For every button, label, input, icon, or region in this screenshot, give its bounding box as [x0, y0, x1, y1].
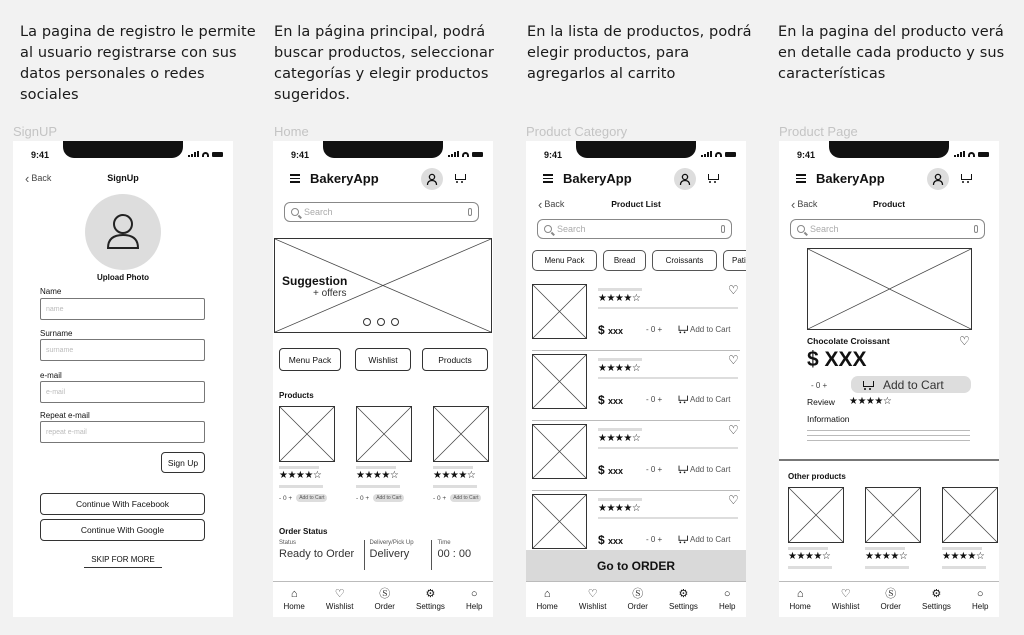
chevron-left-icon: ‹ [791, 196, 796, 212]
caption-home: En la página principal, podrá buscar productos, seleccionar categorías y elegir productos sugeridos. [274, 24, 494, 103]
quantity-stepper[interactable]: - 0 + [279, 494, 293, 502]
carousel-dot[interactable] [377, 318, 385, 326]
price-placeholder [279, 485, 323, 488]
product-image [279, 406, 335, 462]
quantity-stepper[interactable]: - 0 + [646, 465, 663, 474]
chat-icon: ○ [723, 588, 731, 600]
signal-icon [448, 151, 459, 157]
status-icons [448, 151, 483, 157]
tab-label: Settings [669, 602, 698, 611]
tab-help[interactable] [972, 588, 988, 611]
rating-stars: ★★★★☆ [598, 293, 641, 304]
name-field[interactable]: name [40, 298, 205, 320]
tab-order[interactable] [881, 588, 901, 611]
cart-icon [677, 535, 687, 544]
product-name-placeholder [942, 547, 982, 550]
wifi-icon [968, 152, 975, 157]
signal-icon [701, 151, 712, 157]
quantity-stepper[interactable]: - 0 + [433, 494, 447, 502]
tab-label: Help [718, 602, 736, 611]
quantity-stepper[interactable]: - 0 + [811, 381, 828, 390]
mic-icon[interactable] [468, 208, 472, 216]
heart-icon[interactable]: ♡ [728, 493, 739, 507]
tab-label: Wishlist [325, 602, 354, 611]
category-chip[interactable]: Menu Pack [532, 250, 597, 271]
home-icon: ⌂ [290, 588, 298, 600]
chevron-left-icon: ‹ [25, 170, 30, 186]
mic-icon[interactable] [721, 225, 725, 233]
go-to-order-button[interactable]: Go to ORDER [526, 550, 746, 581]
cart-icon [677, 395, 687, 404]
mic-icon[interactable] [974, 225, 978, 233]
price-placeholder [433, 485, 477, 488]
rating-stars: ★★★★☆ [598, 363, 641, 374]
tab-label: Home [789, 602, 811, 611]
tab-wishlist[interactable] [326, 588, 354, 611]
tab-label: Settings [922, 602, 951, 611]
product-image [865, 487, 921, 543]
tab-order[interactable] [628, 588, 648, 611]
profile-button[interactable] [674, 168, 696, 190]
order-status-label: Status [279, 540, 297, 546]
product-card[interactable] [356, 406, 412, 502]
order-status-panel [279, 540, 487, 570]
profile-button[interactable] [421, 168, 443, 190]
information-label: Information [807, 414, 850, 424]
tab-label: Help [465, 602, 483, 611]
dollar-icon: Ⓢ [632, 588, 644, 600]
frame-label-product: Product Page [779, 124, 858, 139]
product-image [356, 406, 412, 462]
rating-stars: ★★★★☆ [865, 551, 908, 562]
chat-icon: ○ [976, 588, 984, 600]
cart-icon[interactable] [959, 173, 971, 183]
list-item[interactable] [526, 351, 746, 421]
category-chip[interactable]: Pati [723, 250, 746, 271]
price-placeholder [942, 566, 986, 569]
user-icon [425, 172, 439, 186]
rating-stars: ★★★★☆ [849, 396, 892, 407]
order-status-heading: Order Status [279, 527, 328, 536]
back-label: Back [31, 173, 52, 183]
tab-help[interactable] [719, 588, 735, 611]
tab-bar [779, 581, 999, 617]
product-card[interactable] [865, 487, 921, 569]
order-status-value: Ready to Order [279, 548, 355, 560]
upload-photo-label: Upload Photo [97, 273, 149, 282]
tab-label: Help [971, 602, 989, 611]
quantity-stepper[interactable]: - 0 + [646, 395, 663, 404]
tab-settings[interactable] [669, 588, 698, 611]
surname-field[interactable]: surname [40, 339, 205, 361]
add-to-cart-button[interactable]: Add to Cart [851, 376, 971, 393]
product-image [942, 487, 998, 543]
back-label: Back [797, 199, 818, 209]
product-image [532, 494, 587, 549]
status-time: 9:41 [31, 150, 50, 160]
search-icon [291, 208, 299, 216]
caption-signup: La pagina de registro le permite al usuario registrarse con sus datos personales o redes sociales [20, 24, 256, 103]
name-label: Name [40, 287, 62, 296]
battery-icon [472, 152, 483, 157]
price-label: $ xxx [598, 323, 624, 337]
product-name-placeholder [598, 498, 642, 501]
heart-icon[interactable]: ♡ [728, 283, 739, 297]
divider [779, 459, 999, 461]
status-icons [701, 151, 736, 157]
back-label: Back [544, 199, 565, 209]
delivery-label: Delivery/Pick Up [369, 540, 414, 546]
email-field[interactable]: e-mail [40, 381, 205, 403]
add-to-cart-button[interactable]: Add to Cart [676, 534, 730, 544]
search-input[interactable] [284, 202, 479, 222]
tab-wishlist[interactable] [832, 588, 860, 611]
quantity-stepper[interactable]: - 0 + [356, 494, 370, 502]
add-to-cart-button[interactable]: Add to Cart [676, 324, 730, 334]
dollar-icon: Ⓢ [379, 588, 391, 600]
information-text [807, 430, 970, 445]
tab-order[interactable] [375, 588, 395, 611]
product-image [532, 284, 587, 339]
heart-icon[interactable]: ♡ [728, 423, 739, 437]
phone-category [526, 141, 746, 617]
list-item[interactable] [526, 421, 746, 491]
quantity-stepper[interactable]: - 0 + [646, 535, 663, 544]
product-image [807, 248, 972, 330]
search-input[interactable] [790, 219, 985, 239]
cart-icon [677, 325, 687, 334]
rating-stars: ★★★★☆ [279, 470, 322, 481]
wifi-icon [715, 152, 722, 157]
price-label: $ xxx [598, 533, 624, 547]
app-name: BakeryApp [816, 171, 885, 186]
category-chip[interactable]: Bread [603, 250, 646, 271]
profile-button[interactable] [927, 168, 949, 190]
add-to-cart-button[interactable]: Add to Cart [676, 394, 730, 404]
heart-icon: ♡ [587, 588, 598, 600]
tab-label: Home [536, 602, 558, 611]
other-products-heading: Other products [788, 472, 846, 481]
product-name-placeholder [865, 547, 905, 550]
product-card[interactable] [279, 406, 335, 502]
add-to-cart-button[interactable]: Add to Cart [450, 494, 481, 502]
product-card[interactable] [942, 487, 998, 569]
tab-label: Order [627, 602, 648, 611]
product-image [788, 487, 844, 543]
carousel-dot[interactable] [363, 318, 371, 326]
description-line [598, 447, 738, 449]
tab-help[interactable] [466, 588, 482, 611]
products-heading: Products [279, 391, 314, 400]
signal-icon [188, 151, 199, 157]
gear-icon: ⚙ [931, 588, 942, 600]
status-time: 9:41 [544, 150, 563, 160]
frame-label-category: Product Category [526, 124, 628, 139]
phone-notch [829, 141, 949, 158]
repeat-email-label: Repeat e-mail [40, 411, 90, 420]
wifi-icon [202, 152, 209, 157]
phone-product [779, 141, 999, 617]
price-placeholder [788, 566, 832, 569]
time-label: Time [437, 540, 451, 546]
cart-icon [861, 380, 873, 390]
caption-category: En la lista de productos, podrá elegir productos, para agregarlos al carrito [527, 24, 752, 82]
tab-settings[interactable] [922, 588, 951, 611]
product-image [532, 354, 587, 409]
carousel-dot[interactable] [391, 318, 399, 326]
search-icon [544, 225, 552, 233]
suggestion-sub: + offers [313, 288, 347, 299]
add-to-cart-button[interactable]: Add to Cart [373, 494, 404, 502]
status-time: 9:41 [797, 150, 816, 160]
home-icon: ⌂ [796, 588, 804, 600]
tab-bar [526, 581, 746, 617]
add-to-cart-button[interactable]: Add to Cart [296, 494, 327, 502]
user-icon [931, 172, 945, 186]
price-label: $ xxx [598, 463, 624, 477]
price-placeholder [356, 485, 400, 488]
cart-icon[interactable] [706, 173, 718, 183]
suggestion-title: Suggestion [282, 274, 348, 288]
signal-icon [954, 151, 965, 157]
rating-stars: ★★★★☆ [598, 503, 641, 514]
phone-notch [63, 141, 183, 158]
heart-icon: ♡ [334, 588, 345, 600]
user-icon [678, 172, 692, 186]
tab-label: Order [374, 602, 395, 611]
avatar-upload[interactable] [85, 194, 161, 270]
time-value: 00 : 00 [437, 548, 472, 560]
heart-icon: ♡ [840, 588, 851, 600]
menu-icon[interactable] [543, 174, 553, 183]
description-line [598, 517, 738, 519]
battery-icon [212, 152, 223, 157]
gear-icon: ⚙ [425, 588, 436, 600]
product-name-placeholder [598, 428, 642, 431]
dollar-icon: Ⓢ [885, 588, 897, 600]
home-icon: ⌂ [543, 588, 551, 600]
google-button[interactable]: Continue With Google [40, 519, 205, 541]
status-time: 9:41 [291, 150, 310, 160]
phone-home [273, 141, 493, 617]
description-line [598, 307, 738, 309]
product-name-placeholder [279, 466, 319, 469]
wifi-icon [462, 152, 469, 157]
menu-icon[interactable] [796, 174, 806, 183]
product-name-placeholder [598, 288, 642, 291]
order-status-cell [364, 540, 432, 570]
tab-bar [273, 581, 493, 617]
cart-icon[interactable] [453, 173, 465, 183]
app-name: BakeryApp [563, 171, 632, 186]
battery-icon [978, 152, 989, 157]
search-input[interactable] [537, 219, 732, 239]
tab-home[interactable] [790, 588, 811, 611]
search-placeholder: Search [304, 207, 333, 217]
products-button[interactable]: Products [422, 348, 488, 371]
repeat-email-field[interactable]: repeat e-mail [40, 421, 205, 443]
user-icon [85, 194, 161, 270]
review-label: Review [807, 397, 835, 407]
phone-notch [323, 141, 443, 158]
battery-icon [725, 152, 736, 157]
page-title: Product [872, 199, 906, 209]
product-card[interactable] [433, 406, 489, 502]
tab-wishlist[interactable] [579, 588, 607, 611]
tab-home[interactable] [284, 588, 305, 611]
search-icon [797, 225, 805, 233]
heart-icon[interactable]: ♡ [959, 334, 970, 348]
search-placeholder: Search [557, 224, 586, 234]
quantity-stepper[interactable]: - 0 + [646, 325, 663, 334]
sign-up-button[interactable]: Sign Up [161, 452, 205, 473]
frame-label-signup: SignUP [13, 124, 58, 139]
rating-stars: ★★★★☆ [433, 470, 476, 481]
heart-icon[interactable]: ♡ [728, 353, 739, 367]
menu-icon[interactable] [290, 174, 300, 183]
caption-product: En la pagina del producto verá en detalle cada producto y sus características [778, 24, 1005, 82]
facebook-button[interactable]: Continue With Facebook [40, 493, 205, 515]
search-placeholder: Search [810, 224, 839, 234]
description-line [598, 377, 738, 379]
product-name-placeholder [356, 466, 396, 469]
order-status-cell [279, 540, 364, 570]
delivery-value: Delivery [369, 548, 410, 560]
add-to-cart-button[interactable]: Add to Cart [676, 464, 730, 474]
rating-stars: ★★★★☆ [942, 551, 985, 562]
status-icons [188, 151, 223, 157]
frame-label-home: Home [274, 124, 309, 139]
category-chip[interactable]: Croissants [652, 250, 717, 271]
tab-label: Wishlist [831, 602, 860, 611]
rating-stars: ★★★★☆ [788, 551, 831, 562]
surname-label: Surname [40, 329, 73, 338]
tab-label: Home [283, 602, 305, 611]
gear-icon: ⚙ [678, 588, 689, 600]
page-title: Product List [611, 199, 661, 209]
app-name: BakeryApp [310, 171, 379, 186]
price-label: $ xxx [598, 393, 624, 407]
price-placeholder [865, 566, 909, 569]
carousel-dots[interactable] [363, 318, 399, 326]
tab-home[interactable] [537, 588, 558, 611]
rating-stars: ★★★★☆ [598, 433, 641, 444]
product-name-placeholder [433, 466, 473, 469]
tab-settings[interactable] [416, 588, 445, 611]
rating-stars: ★★★★☆ [356, 470, 399, 481]
email-label: e-mail [40, 371, 62, 380]
chat-icon: ○ [470, 588, 478, 600]
chevron-left-icon: ‹ [538, 196, 543, 212]
skip-link[interactable]: SKIP FOR MORE [84, 555, 162, 568]
page-title: SignUp [107, 173, 139, 183]
menu-pack-button[interactable]: Menu Pack [279, 348, 341, 371]
tab-label: Wishlist [578, 602, 607, 611]
product-price: $ XXX [807, 348, 867, 371]
product-card[interactable] [788, 487, 844, 569]
order-status-cell [431, 540, 487, 570]
product-name: Chocolate Croissant [807, 336, 890, 346]
wishlist-button[interactable]: Wishlist [355, 348, 411, 371]
product-name-placeholder [598, 358, 642, 361]
product-image [433, 406, 489, 462]
tab-label: Order [880, 602, 901, 611]
status-icons [954, 151, 989, 157]
product-image [532, 424, 587, 479]
phone-signup [13, 141, 233, 617]
tab-label: Settings [416, 602, 445, 611]
product-name-placeholder [788, 547, 828, 550]
cart-icon [677, 465, 687, 474]
list-item[interactable] [526, 281, 746, 351]
phone-notch [576, 141, 696, 158]
